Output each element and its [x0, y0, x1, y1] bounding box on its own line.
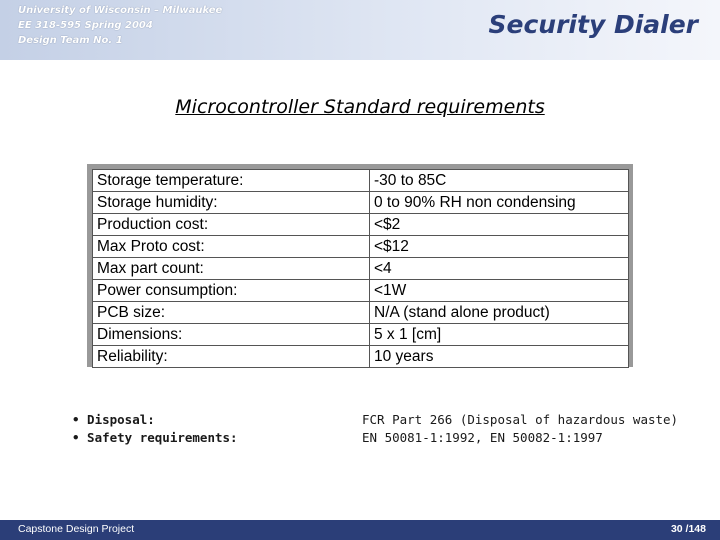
team-name: Design Team No. 1	[18, 35, 123, 46]
table-row	[93, 280, 629, 302]
requirement-value: -30 to 85C	[370, 170, 629, 192]
requirement-label: Reliability:	[93, 346, 370, 368]
slide-number: 30 /148	[670, 523, 706, 535]
university-name: University of Wisconsin – Milwaukee	[18, 5, 223, 16]
table-row	[93, 324, 629, 346]
table-row	[93, 236, 629, 258]
bullet-disposal-value: FCR Part 266 (Disposal of hazardous waste)	[362, 412, 679, 427]
requirement-label: Production cost:	[93, 214, 370, 236]
requirement-label: Storage temperature:	[93, 170, 370, 192]
slide-deck-title: Security Dialer	[488, 10, 698, 39]
requirement-value: <$2	[370, 214, 629, 236]
requirements-table	[92, 169, 629, 368]
requirement-label: Dimensions:	[93, 324, 370, 346]
slide-footer	[0, 520, 720, 540]
requirements-table-frame	[87, 164, 633, 367]
bullet-values	[362, 411, 678, 447]
requirement-value: <1W	[370, 280, 629, 302]
table-row	[93, 170, 629, 192]
slide-heading: Microcontroller Standard requirements	[175, 96, 545, 118]
table-row	[93, 192, 629, 214]
requirement-value: N/A (stand alone product)	[370, 302, 629, 324]
requirement-value: 5 x 1 [cm]	[370, 324, 629, 346]
requirement-value: 10 years	[370, 346, 629, 368]
requirement-value: 0 to 90% RH non condensing	[370, 192, 629, 214]
requirement-label: Power consumption:	[93, 280, 370, 302]
table-row	[93, 346, 629, 368]
requirement-value: <$12	[370, 236, 629, 258]
bullet-safety-label: • Safety requirements:	[72, 430, 238, 445]
course-name: EE 318-595 Spring 2004	[18, 20, 153, 31]
requirement-label: PCB size:	[93, 302, 370, 324]
bullet-disposal-label: • Disposal:	[72, 412, 155, 427]
table-row	[93, 258, 629, 280]
bullet-list	[72, 411, 238, 447]
table-row	[93, 214, 629, 236]
table-row	[93, 302, 629, 324]
requirement-label: Max part count:	[93, 258, 370, 280]
requirement-value: <4	[370, 258, 629, 280]
requirement-label: Max Proto cost:	[93, 236, 370, 258]
bullet-safety-value: EN 50081-1:1992, EN 50082-1:1997	[362, 430, 603, 445]
requirement-label: Storage humidity:	[93, 192, 370, 214]
slide-header	[0, 0, 720, 60]
footer-project-name: Capstone Design Project	[18, 523, 135, 535]
